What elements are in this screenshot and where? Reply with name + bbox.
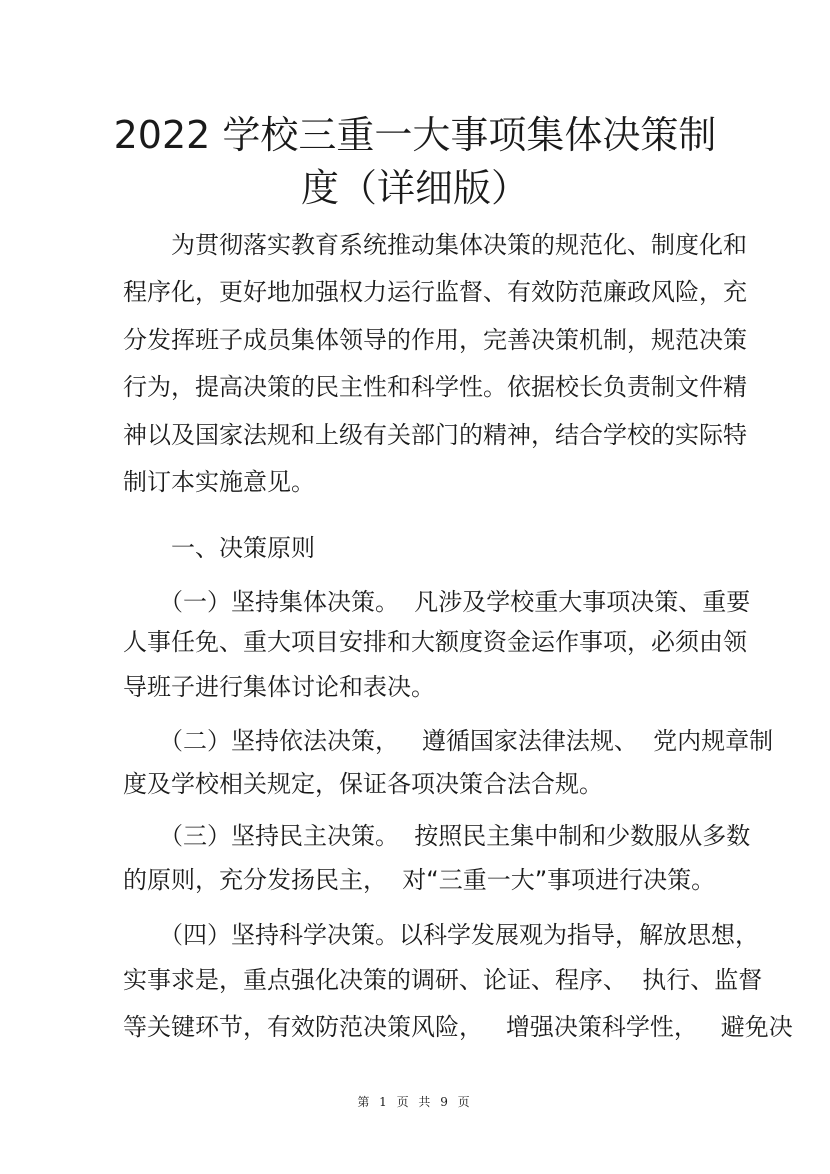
text-line: （一）坚持集体决策。 凡涉及学校重大事项决策、重要 xyxy=(123,588,751,616)
text-line: 分发挥班子成员集体领导的作用，完善决策机制，规范决策 xyxy=(123,326,747,354)
text-line: 一、决策原则 xyxy=(123,534,315,562)
text-line: 程序化，更好地加强权力运行监督、有效防范廉政风险，充 xyxy=(123,278,747,306)
page-footer: 第 1 页 共 9 页 xyxy=(357,1095,473,1109)
text-line: 行为，提高决策的民主性和科学性。依据校长负责制文件精 xyxy=(123,373,747,401)
text-line: 人事任免、重大项目安排和大额度资金运作事项，必须由领 xyxy=(123,628,747,656)
text-line: 为贯彻落实教育系统推动集体决策的规范化、制度化和 xyxy=(123,231,747,259)
text-line: （三）坚持民主决策。 按照民主集中制和少数服从多数 xyxy=(123,822,751,850)
title-line: 度（详细版） xyxy=(300,166,529,210)
text-line: （四）坚持科学决策。以科学发展观为指导，解放思想， xyxy=(123,921,759,949)
text-line: 等关键环节，有效防范决策风险， 增强决策科学性， 避免决 xyxy=(123,1013,793,1041)
text-line: 导班子进行集体讨论和表决。 xyxy=(123,673,435,701)
text-line: 制订本实施意见。 xyxy=(123,468,315,496)
text-line: （二）坚持依法决策， 遵循国家法律法规、 党内规章制 xyxy=(123,727,774,755)
title-line: 2022 学校三重一大事项集体决策制 xyxy=(113,113,717,157)
text-line: 度及学校相关规定，保证各项决策合法合规。 xyxy=(123,770,603,798)
text-line: 神以及国家法规和上级有关部门的精神，结合学校的实际特 xyxy=(123,421,747,449)
text-line: 实事求是，重点强化决策的调研、论证、程序、 执行、监督 xyxy=(123,966,763,994)
text-line: 的原则，充分发扬民主， 对“三重一大”事项进行决策。 xyxy=(123,866,716,894)
